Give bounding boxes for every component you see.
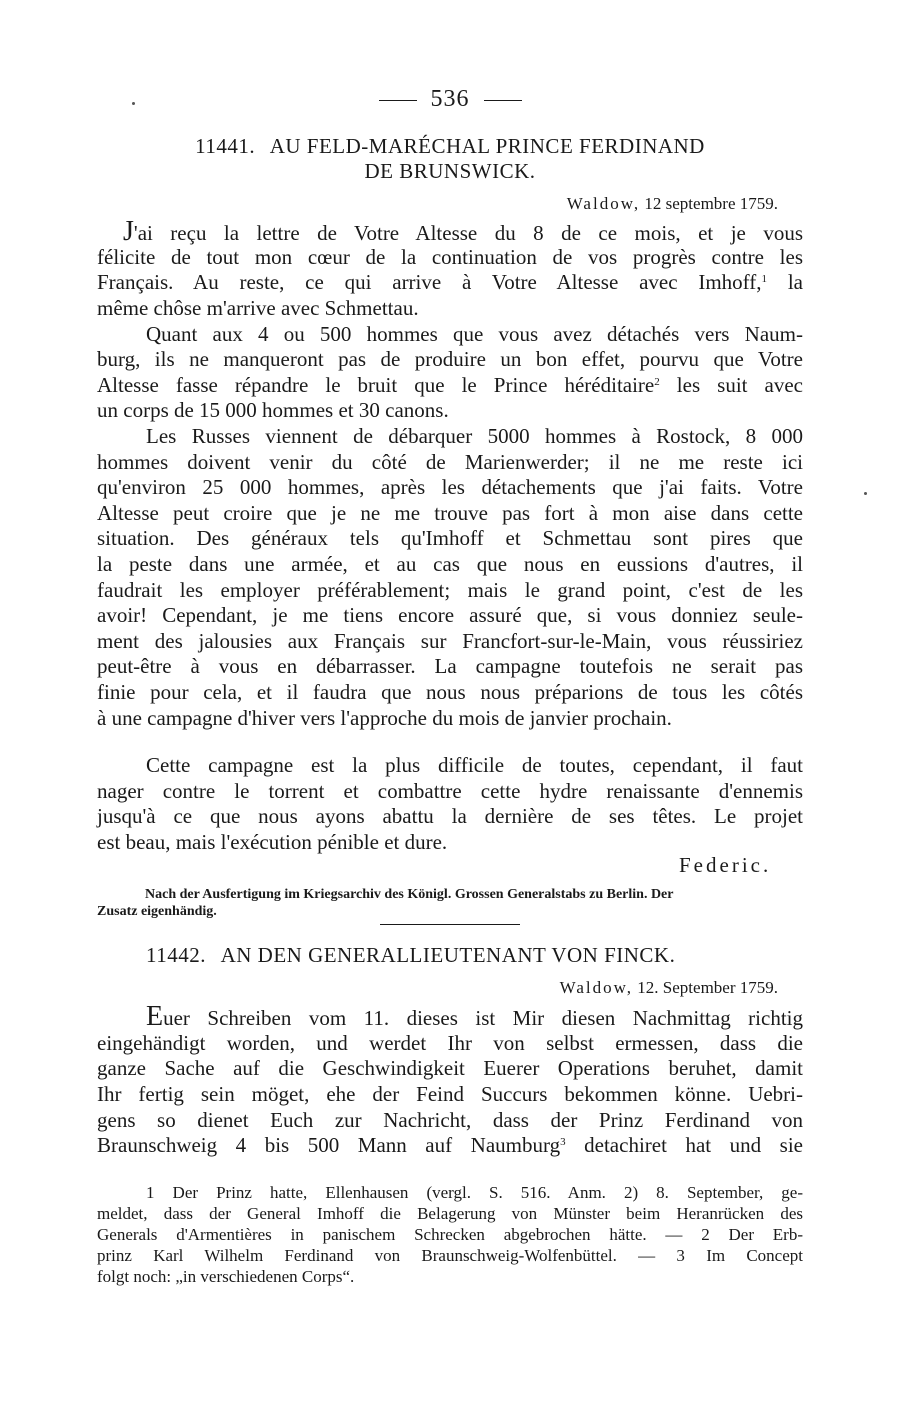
page-header — [0, 86, 900, 113]
footnote-line-2: meldet, dass der General Imhoff die Belagerung von Münster beim Heranrücken des — [97, 1204, 803, 1223]
letter1-line-14: la peste dans une armée, et au cas que nous en eussions d'autres, il — [97, 552, 803, 576]
letter1-line-6: burg, ils ne manqueront pas de produire un bon effet, pourvu que Votre — [97, 347, 803, 371]
letter1-line-22: nager contre le torrent et combattre cette hydre renaissante d'ennemis — [97, 779, 803, 803]
letter2-date: 12. September 1759. — [637, 978, 778, 997]
letter1-source-note-1: Nach der Ausfertigung im Kriegsarchiv des Königl. Grossen Generalstabs zu Berlin. Der — [145, 887, 674, 902]
letter1-line-9: Les Russes viennent de débarquer 5000 hommes à Rostock, 8 000 — [146, 424, 803, 448]
letter1-line-24: est beau, mais l'exécution pénible et dure. — [97, 830, 448, 854]
letter1-line-21: Cette campagne est la plus difficile de toutes, cependant, il faut — [146, 753, 803, 777]
letter1-line-13: situation. Des généraux tels qu'Imhoff et Schmettau sont pires que — [97, 526, 803, 550]
letter1-line-7: Altesse fasse répandre le bruit que le Prince héréditaire$^2$ les suit avec — [97, 373, 803, 397]
letter1-line-23: jusqu'à ce que nous ayons abattu la dernière de ses têtes. Le projet — [97, 804, 803, 828]
letter2-line-5: gens so dienet Euch zur Nachricht, dass der Prinz Ferdinand von — [97, 1108, 803, 1132]
print-speck — [864, 492, 867, 495]
letter1-line-15: faudrait les employer préférablement; mais le grand point, c'est de les — [97, 578, 803, 602]
footnote-line-5: folgt noch: „in verschiedenen Corps“. — [97, 1267, 355, 1286]
footnote-line-1: 1 Der Prinz hatte, Ellenhausen (vergl. S. 516. Anm. 2) 8. September, ge- — [146, 1183, 803, 1202]
letter1-number: 11441. — [195, 134, 256, 158]
letter1-line-8: un corps de 15 000 hommes et 30 canons. — [97, 398, 449, 422]
letter1-line-18: peut-être à vous en débarrasser. La campagne toutefois ne serait pas — [97, 654, 803, 678]
letter1-title-line1: AU FELD-MARÉCHAL PRINCE FERDINAND — [269, 134, 705, 158]
letter2-line-6: Braunschweig 4 bis 500 Mann auf Naumburg$^3$ detachiret hat und sie — [97, 1133, 804, 1157]
header-dash-right — [484, 100, 522, 101]
footnote-ref-1[interactable]: 1 — [761, 273, 768, 285]
letter1-line-12: Altesse peut croire que je ne me trouve pas fort à mon aise dans cette — [97, 501, 803, 525]
footnote-ref-3[interactable]: 3 — [560, 1136, 566, 1148]
letter2-line-2: eingehändigt worden, und werdet Ihr von selbst ermessen, dass die — [97, 1031, 803, 1055]
letter1-line-17: ment des jalousies aux Français sur Francfort-sur-le-Main, vous réussiriez — [97, 629, 803, 653]
letter1-line-3: Français. Au reste, ce qui arrive à Votre Altesse avec Imhoff,$^1$ la — [97, 270, 803, 294]
letter1-line-20: à une campagne d'hiver vers l'approche du mois de janvier prochain. — [97, 706, 672, 730]
letter1-line-1: J'ai reçu la lettre de Votre Altesse du 8 de ce mois, et je vous — [123, 216, 803, 247]
letter2-line-3: ganze Sache auf die Geschwindigkeit Euerer Operations beruhet, damit — [97, 1056, 803, 1080]
footnote-line-3: Generals d'Armentières in panischem Schrecken abgebrochen hätte. — 2 Der Erb- — [97, 1225, 803, 1244]
letter1-place: Waldow, — [566, 194, 641, 213]
letter1-line-4: même chôse m'arrive avec Schmettau. — [97, 296, 419, 320]
letter2-title — [146, 943, 806, 968]
letter1-line-19: finie pour cela, et il faudra que nous nous préparions de tous les côtés — [97, 680, 803, 704]
letter1-dateline — [400, 191, 778, 216]
letter2-dateline — [400, 975, 778, 1000]
letter2-place: Waldow, — [559, 978, 634, 997]
letter1-source-note-2: Zusatz eigenhändig. — [97, 904, 217, 919]
letter1-line-2: félicite de tout mon cœur de la continuation de vos progrès contre les — [97, 245, 803, 269]
letter2-title-text: AN DEN GENERALLIEUTENANT VON FINCK. — [220, 943, 676, 967]
letter1-title-line2: DE BRUNSWICK. — [364, 159, 536, 183]
letter1-line-5: Quant aux 4 ou 500 hommes que vous avez détachés vers Naum- — [146, 322, 803, 346]
footnote-line-4: prinz Karl Wilhelm Ferdinand von Braunschweig-Wolfenbüttel. — 3 Im Concept — [97, 1246, 803, 1265]
letter2-line-1: Euer Schreiben vom 11. dieses ist Mir diesen Nachmittag richtig — [146, 1001, 803, 1032]
footnote-ref-2[interactable]: 2 — [654, 376, 660, 388]
letter1-line-11: qu'environ 25 000 hommes, après les détachements que j'ai faits. Votre — [97, 475, 803, 499]
letter1-signature: Federic. — [679, 853, 772, 877]
letter2-line-4: Ihr fertig sein möget, ehe der Feind Succurs bekommen könne. Uebri- — [97, 1082, 803, 1106]
letter2-number: 11442. — [146, 943, 206, 967]
print-speck — [132, 102, 135, 105]
header-dash-left — [379, 100, 417, 101]
page-number: 536 — [430, 86, 470, 112]
letter1-line-10: hommes doivent venir du côté de Marienwerder; il ne me reste ici — [97, 450, 803, 474]
section-divider — [380, 924, 520, 925]
letter1-initial: J — [123, 216, 134, 247]
letter1-title — [97, 134, 803, 159]
letter1-line-16: avoir! Cependant, je me tiens encore assuré que, si vous donniez seule- — [97, 603, 803, 627]
letter1-date: 12 septembre 1759. — [644, 194, 778, 213]
letter2-initial: E — [146, 1001, 164, 1032]
